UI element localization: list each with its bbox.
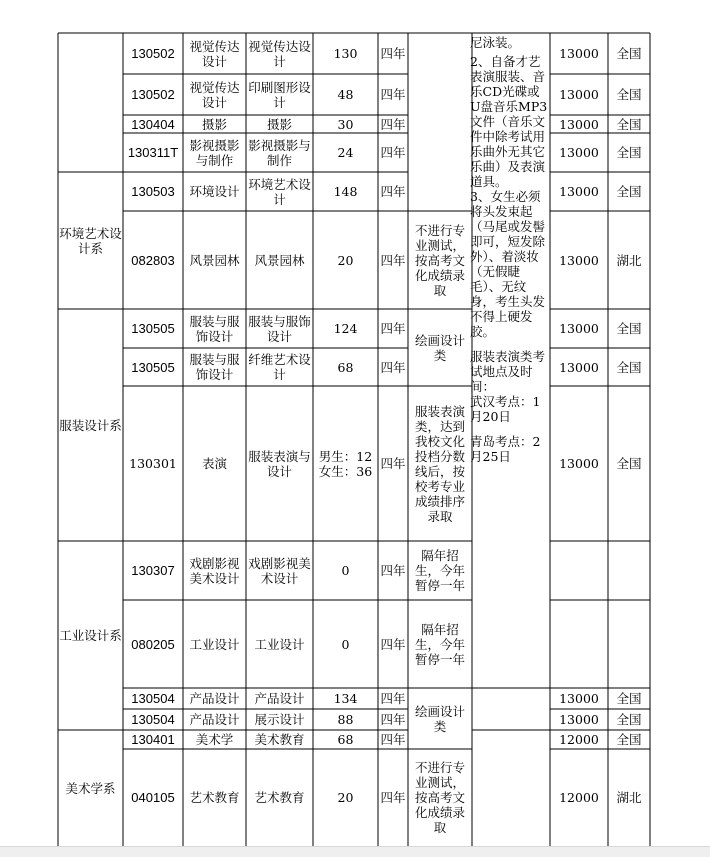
major-name: 影视摄影与制作 xyxy=(189,137,240,168)
tuition-fee: 13000 xyxy=(559,252,599,268)
major-name: 美术学 xyxy=(195,732,234,747)
duration: 四年 xyxy=(380,252,406,268)
major-name: 服装与服饰设计 xyxy=(189,352,240,382)
enrollment-scope: 全国 xyxy=(616,46,642,61)
tuition-fee: 13000 xyxy=(559,184,599,199)
duration: 四年 xyxy=(380,636,406,652)
quota: 124 xyxy=(333,321,358,336)
major-direction: 服装表演与设计 xyxy=(248,448,311,479)
major-direction: 产品设计 xyxy=(254,691,305,706)
exam-type: 隔年招生，今年暂停一年 xyxy=(414,548,465,593)
enrollment-scope: 全国 xyxy=(616,359,642,375)
tuition-fee: 13000 xyxy=(559,145,599,160)
major-code: 130504 xyxy=(131,712,175,727)
viewer-bottom-bar xyxy=(0,846,710,857)
tuition-fee: 13000 xyxy=(559,691,599,706)
quota: 68 xyxy=(337,359,354,375)
major-name: 摄影 xyxy=(201,116,227,132)
major-code: 130503 xyxy=(131,184,175,199)
major-name: 视觉传达设计 xyxy=(189,38,240,69)
major-direction: 环境艺术设计 xyxy=(248,176,311,207)
note-paragraph: 青岛考点：2月25日 xyxy=(470,434,541,464)
enrollment-scope: 全国 xyxy=(616,116,642,132)
tuition-fee: 12000 xyxy=(559,790,599,805)
major-name: 服装与服饰设计 xyxy=(189,313,240,344)
major-code: 082803 xyxy=(131,252,175,268)
major-name: 视觉传达设计 xyxy=(189,79,240,110)
tuition-fee: 13000 xyxy=(559,116,599,132)
duration: 四年 xyxy=(380,456,406,471)
enrollment-scope: 湖北 xyxy=(616,790,642,805)
exam-type: 不进行专业测试，按高考文化成绩录取 xyxy=(414,222,465,298)
major-name: 环境设计 xyxy=(189,184,240,199)
exam-type: 隔年招生，今年暂停一年 xyxy=(414,621,465,667)
duration: 四年 xyxy=(380,116,406,132)
major-code: 130502 xyxy=(131,87,175,102)
major-code: 130404 xyxy=(131,116,175,132)
department-cell: 工业设计系 xyxy=(59,628,122,643)
duration: 四年 xyxy=(380,321,406,336)
quota: 88 xyxy=(337,712,354,727)
major-code: 130401 xyxy=(131,732,175,747)
duration: 四年 xyxy=(380,732,406,747)
major-name: 产品设计 xyxy=(189,691,240,706)
department-cell: 美术学系 xyxy=(65,780,116,796)
exam-type: 服装表演类，达到我校文化投档分数线后，按校考专业成绩排序录取 xyxy=(414,403,465,524)
duration: 四年 xyxy=(380,46,406,61)
quota: 20 xyxy=(337,790,354,805)
major-direction: 影视摄影与制作 xyxy=(248,137,311,168)
major-code: 040105 xyxy=(131,790,175,805)
exam-notes xyxy=(470,35,550,685)
enrollment-scope: 全国 xyxy=(616,145,642,160)
major-code: 130301 xyxy=(129,456,177,471)
enrollment-scope: 全国 xyxy=(616,732,642,747)
department-cell: 服装设计系 xyxy=(59,417,122,433)
quota: 130 xyxy=(333,46,358,61)
tuition-fee: 12000 xyxy=(559,732,599,747)
major-direction: 美术教育 xyxy=(254,732,305,747)
duration: 四年 xyxy=(380,145,406,160)
quota: 30 xyxy=(337,116,354,132)
major-code: 130311T xyxy=(127,145,179,160)
quota: 68 xyxy=(337,732,354,747)
tuition-fee: 13000 xyxy=(559,456,599,471)
major-direction: 戏剧影视美术设计 xyxy=(248,555,311,586)
major-direction: 视觉传达设计 xyxy=(248,38,311,69)
duration: 四年 xyxy=(380,691,406,706)
major-code: 080205 xyxy=(131,636,175,652)
tuition-fee: 13000 xyxy=(559,87,599,102)
enrollment-scope: 全国 xyxy=(616,321,642,336)
enrollment-scope: 全国 xyxy=(616,712,642,727)
duration: 四年 xyxy=(380,712,406,727)
duration: 四年 xyxy=(380,790,406,805)
note-paragraph: 2、自备才艺表演服装、音乐CD光碟或U盘音乐MP3文件（音乐文件中除考试用乐曲外无其它乐曲）及表演道具。 xyxy=(470,54,548,189)
major-direction: 服装与服饰设计 xyxy=(248,313,311,344)
enrollment-scope: 全国 xyxy=(616,456,642,471)
major-name: 艺术教育 xyxy=(189,790,240,805)
quota: 20 xyxy=(337,252,354,268)
major-name: 工业设计 xyxy=(189,636,240,652)
major-direction: 风景园林 xyxy=(254,252,305,268)
major-direction: 展示设计 xyxy=(254,712,305,727)
major-code: 130504 xyxy=(131,691,175,706)
note-paragraph: 武汉考点：1月20日 xyxy=(470,394,541,424)
major-code: 130505 xyxy=(131,321,175,336)
tuition-fee: 13000 xyxy=(559,712,599,727)
quota: 148 xyxy=(333,184,358,199)
quota: 24 xyxy=(337,145,354,160)
major-direction: 印刷图形设计 xyxy=(248,79,311,110)
tuition-fee: 13000 xyxy=(559,321,599,336)
department-cell: 环境艺术设计系 xyxy=(59,225,122,256)
exam-type: 不进行专业测试，按高考文化成绩录取 xyxy=(414,760,465,835)
enrollment-scope: 湖北 xyxy=(616,252,642,268)
enrollment-scope: 全国 xyxy=(616,87,642,102)
major-name: 戏剧影视美术设计 xyxy=(189,555,240,586)
quota: 48 xyxy=(337,87,354,102)
duration: 四年 xyxy=(380,87,406,102)
duration: 四年 xyxy=(380,184,406,199)
note-paragraph: 尼泳装。 xyxy=(470,35,521,50)
major-name: 风景园林 xyxy=(189,252,240,268)
tuition-fee: 13000 xyxy=(559,359,599,375)
quota: 男生：12 女生：36 xyxy=(318,448,373,479)
major-direction: 摄影 xyxy=(266,116,292,132)
major-code: 130502 xyxy=(131,46,175,61)
major-name: 表演 xyxy=(201,456,227,471)
exam-type: 绘画设计类 xyxy=(414,332,465,363)
note-paragraph: 服装表演类考试地点及时间： xyxy=(470,349,546,394)
major-code: 130307 xyxy=(131,563,175,578)
major-direction: 纤维艺术设计 xyxy=(248,352,311,382)
quota: 134 xyxy=(333,691,358,706)
major-direction: 工业设计 xyxy=(254,636,305,652)
quota: 0 xyxy=(341,636,350,652)
note-paragraph: 3、女生必须将头发束起（马尾或发髻即可，短发除外）、着淡妆（无假睫毛）、无纹身，考生头发不得上硬发胶。 xyxy=(470,189,546,339)
tuition-fee: 13000 xyxy=(559,46,599,61)
major-name: 产品设计 xyxy=(189,712,240,727)
duration: 四年 xyxy=(380,563,406,578)
enrollment-scope: 全国 xyxy=(616,184,642,199)
exam-type: 绘画设计类 xyxy=(414,703,465,734)
quota: 0 xyxy=(341,563,350,578)
major-code: 130505 xyxy=(131,359,175,375)
enrollment-scope: 全国 xyxy=(616,691,642,706)
major-direction: 艺术教育 xyxy=(254,790,305,805)
duration: 四年 xyxy=(380,359,406,375)
